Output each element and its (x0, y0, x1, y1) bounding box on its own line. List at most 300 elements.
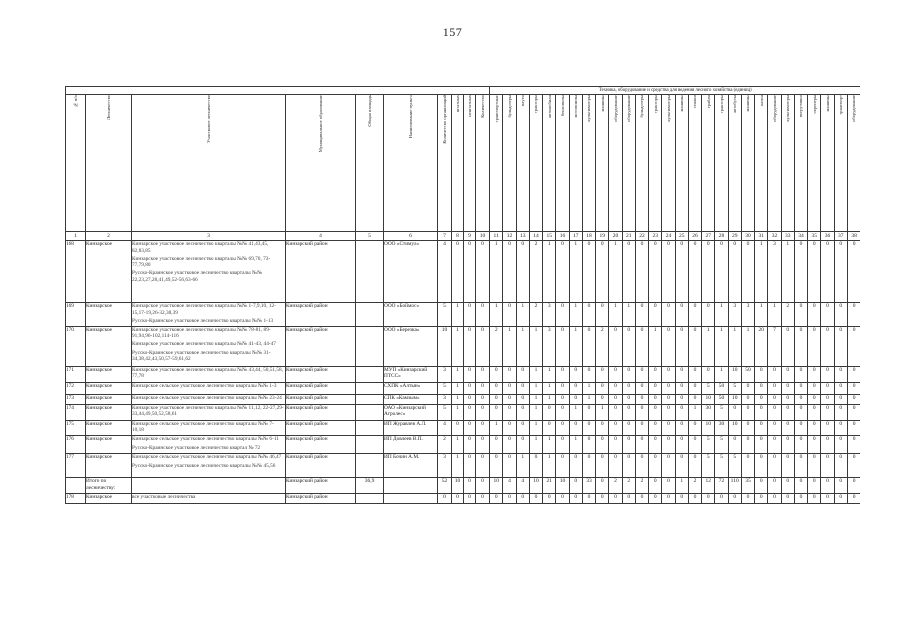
equipment-count: 0 (464, 326, 476, 366)
equipment-count: 0 (728, 241, 741, 303)
equipment-count: 0 (834, 420, 847, 436)
district-description (132, 478, 286, 494)
column-number: 20 (609, 232, 622, 241)
equipment-count: 0 (688, 326, 701, 366)
equipment-count: 0 (688, 394, 701, 404)
district-description (132, 382, 286, 394)
column-header (702, 95, 715, 232)
district-line: Кинзарское участковое лесничество кварталы №№ 41,43,45, 82,83,85 (132, 241, 269, 254)
equipment-count: 0 (794, 382, 807, 394)
equipment-count: 0 (569, 420, 582, 436)
equipment-count: 1 (490, 420, 503, 436)
column-header-text: Лесничество (105, 95, 111, 121)
column-header-text: тракторы (533, 95, 539, 114)
equipment-count: 0 (675, 326, 688, 366)
equipment-count: 0 (635, 436, 648, 454)
equipment-count: 0 (741, 404, 754, 420)
equipment-count: 0 (794, 303, 807, 327)
equipment-count: 0 (847, 241, 860, 303)
column-header-text: грабли (705, 95, 711, 109)
equipment-count: 0 (675, 241, 688, 303)
municipality: Кинзарский район (286, 478, 356, 494)
equipment-count: 0 (834, 494, 847, 504)
equipment-count: 10 (728, 420, 741, 436)
column-header-text: культиваторы (665, 95, 671, 122)
equipment-count: 0 (768, 382, 781, 394)
equipment-count: 0 (847, 436, 860, 454)
equipment-count: 0 (635, 241, 648, 303)
super-header-row (66, 87, 861, 95)
municipality: Кинзарский район (286, 454, 356, 478)
equipment-count: 33 (582, 478, 595, 494)
equipment-count: 0 (781, 366, 794, 382)
equipment-count: 1 (569, 404, 582, 420)
ledger-sheet (65, 86, 860, 568)
equipment-count: 1 (452, 382, 464, 394)
equipment-count: 5 (702, 454, 715, 478)
column-number: 5 (356, 232, 384, 241)
equipment-count: 1 (569, 436, 582, 454)
row-number: 176 (66, 436, 86, 454)
equipment-count: 0 (543, 420, 556, 436)
municipality: Кинзарский район (286, 494, 356, 504)
equipment-count: 0 (715, 494, 728, 504)
equipment-count: 0 (476, 382, 490, 394)
equipment-count: 0 (675, 303, 688, 327)
forestry-name: Кинзарское (86, 494, 132, 504)
equipment-count: 2 (438, 436, 452, 454)
point-name: ООО «Березка» (384, 326, 438, 366)
column-number: 1 (66, 232, 86, 241)
equipment-count: 0 (741, 382, 754, 394)
column-number: 14 (529, 232, 542, 241)
column-number: 24 (662, 232, 675, 241)
equipment-count: 0 (464, 303, 476, 327)
equipment-count: 0 (569, 382, 582, 394)
equipment-count: 0 (821, 404, 834, 420)
equipment-count: 50 (741, 366, 754, 382)
district-description (132, 494, 286, 504)
equipment-count: 1 (582, 382, 595, 394)
equipment-count: 0 (609, 326, 622, 366)
column-header (622, 95, 635, 232)
equipment-count: 0 (556, 494, 569, 504)
equipment-count: 1 (569, 303, 582, 327)
equipment-count: 0 (476, 366, 490, 382)
column-number: 26 (688, 232, 701, 241)
equipment-count: 0 (662, 303, 675, 327)
equipment-count: 0 (596, 478, 609, 494)
table-row (66, 478, 861, 494)
equipment-count: 0 (662, 366, 675, 382)
equipment-count: 5 (715, 404, 728, 420)
table-row (66, 366, 861, 382)
district-description (132, 394, 286, 404)
equipment-count: 1 (569, 326, 582, 366)
equipment-count: 0 (596, 454, 609, 478)
equipment-count: 1 (503, 326, 516, 366)
equipment-count: 0 (582, 303, 595, 327)
area-value (356, 326, 384, 366)
column-header (286, 95, 356, 232)
equipment-count: 0 (516, 404, 529, 420)
equipment-count: 0 (728, 494, 741, 504)
equipment-count: 10 (529, 478, 542, 494)
district-line: Кинзарское сельское участковое лесничество кварталы №№ 6-11 (132, 436, 279, 443)
column-number: 38 (847, 232, 860, 241)
equipment-count: 35 (741, 478, 754, 494)
equipment-count: 0 (476, 241, 490, 303)
column-header (662, 95, 675, 232)
equipment-count: 0 (794, 404, 807, 420)
equipment-count: 0 (649, 494, 662, 504)
equipment-count: 0 (476, 420, 490, 436)
forestry-name: Кинзарское (86, 241, 132, 303)
equipment-count: 0 (476, 326, 490, 366)
equipment-count: 0 (702, 303, 715, 327)
equipment-count: 0 (529, 494, 542, 504)
district-line: Русско-Краинское участковое лесничество квартал № 72 (132, 444, 261, 451)
row-number: 170 (66, 326, 86, 366)
equipment-count: 0 (794, 454, 807, 478)
equipment-count: 1 (490, 303, 503, 327)
equipment-count: 1 (452, 366, 464, 382)
municipality: Кинзарский район (286, 420, 356, 436)
row-number: 171 (66, 366, 86, 382)
column-header (794, 95, 807, 232)
equipment-count: 0 (635, 303, 648, 327)
equipment-count: 0 (635, 420, 648, 436)
equipment-count: 10 (438, 326, 452, 366)
column-header-text: культиваторы (785, 95, 791, 122)
equipment-count: 0 (622, 404, 635, 420)
equipment-count: 0 (596, 394, 609, 404)
equipment-count: 0 (569, 394, 582, 404)
equipment-count: 0 (596, 436, 609, 454)
point-name: СПК «Камзым» (384, 394, 438, 404)
equipment-count: 0 (808, 454, 821, 478)
column-header-text: катки (758, 95, 764, 106)
equipment-count: 0 (569, 478, 582, 494)
equipment-count: 0 (476, 454, 490, 478)
column-header (356, 95, 384, 232)
equipment-count: 0 (464, 454, 476, 478)
equipment-count: 0 (755, 382, 768, 394)
equipment-count: 0 (808, 394, 821, 404)
equipment-count: 3 (438, 454, 452, 478)
equipment-count: 10 (556, 478, 569, 494)
equipment-count: 20 (755, 326, 768, 366)
equipment-count: 5 (438, 303, 452, 327)
equipment-count: 0 (609, 404, 622, 420)
forestry-name: Кинзарское (86, 394, 132, 404)
equipment-count: 0 (622, 454, 635, 478)
column-header-text: Наименование пункта (407, 95, 413, 139)
equipment-count: 0 (476, 436, 490, 454)
area-value (356, 404, 384, 420)
equipment-count: 0 (741, 241, 754, 303)
equipment-count: 0 (741, 436, 754, 454)
column-header (516, 95, 529, 232)
equipment-count: 1 (529, 394, 542, 404)
equipment-count: 0 (609, 394, 622, 404)
equipment-count: 0 (543, 404, 556, 420)
equipment-count: 5 (728, 382, 741, 394)
equipment-count: 5 (702, 382, 715, 394)
area-value (356, 241, 384, 303)
equipment-count: 0 (821, 241, 834, 303)
super-header-blank (66, 87, 490, 95)
equipment-count: 0 (516, 382, 529, 394)
district-line: Русско-Краинское участковое лесничество кварталы №№ 22,23,27,28,41,49,52-56,63-66 (132, 270, 263, 283)
equipment-count: 0 (821, 366, 834, 382)
equipment-count: 1 (452, 326, 464, 366)
equipment-count: 1 (543, 394, 556, 404)
equipment-count: 0 (675, 394, 688, 404)
district-line: Русско-Краинское участковое лесничество кварталы №№ 45,56 (132, 462, 276, 469)
equipment-count: 0 (834, 404, 847, 420)
point-name: ИП Журавлев А.Л. (384, 420, 438, 436)
equipment-count: 0 (622, 241, 635, 303)
equipment-count: 4 (516, 478, 529, 494)
super-header-label: Техника, оборудование и средства для ведения лесного хозяйства (единиц) (490, 87, 860, 95)
municipality: Кинзарский район (286, 394, 356, 404)
district-description (132, 436, 286, 454)
column-header (132, 95, 286, 232)
column-number: 11 (490, 232, 503, 241)
district-line: Кинзарское сельское участковое лесничество кварталы №№ 46,47 (132, 454, 282, 461)
column-header (649, 95, 662, 232)
equipment-count: 0 (556, 382, 569, 394)
equipment-count: 2 (609, 478, 622, 494)
equipment-count: 0 (464, 478, 476, 494)
municipality: Кинзарский район (286, 436, 356, 454)
column-header-text: тракторы (652, 95, 658, 114)
equipment-count: 0 (675, 382, 688, 394)
equipment-count: 0 (503, 436, 516, 454)
point-name: ООО «Стимул» (384, 241, 438, 303)
equipment-count: 0 (476, 394, 490, 404)
equipment-count: 0 (781, 404, 794, 420)
equipment-count: 30 (715, 420, 728, 436)
column-header (821, 95, 834, 232)
column-header-text: плуги (520, 95, 526, 107)
table-row (66, 420, 861, 436)
point-name: ОАО «Кинзарский Агролес» (384, 404, 438, 420)
equipment-count: 0 (781, 326, 794, 366)
equipment-count: 2 (635, 478, 648, 494)
equipment-count: 1 (688, 404, 701, 420)
equipment-count: 5 (702, 436, 715, 454)
column-header (834, 95, 847, 232)
equipment-count: 0 (821, 420, 834, 436)
column-header (529, 95, 542, 232)
column-header (635, 95, 648, 232)
row-number: 169 (66, 303, 86, 327)
equipment-count: 1 (596, 404, 609, 420)
equipment-count: 0 (768, 478, 781, 494)
municipality: Кинзарский район (286, 241, 356, 303)
column-header-text: Количество (479, 95, 485, 118)
equipment-count: 0 (464, 382, 476, 394)
equipment-count: 0 (741, 494, 754, 504)
equipment-count: 0 (582, 420, 595, 436)
equipment-count: 0 (847, 326, 860, 366)
equipment-count: 0 (556, 366, 569, 382)
equipment-count: 0 (556, 404, 569, 420)
column-number: 21 (622, 232, 635, 241)
column-number: 29 (728, 232, 741, 241)
equipment-count: 1 (755, 303, 768, 327)
column-header-text: оборудование (612, 95, 618, 122)
equipment-count: 1 (529, 366, 542, 382)
equipment-count: 0 (464, 241, 476, 303)
column-header (688, 95, 701, 232)
equipment-count: 2 (529, 303, 542, 327)
equipment-count: 0 (649, 404, 662, 420)
equipment-count: 0 (556, 420, 569, 436)
equipment-count: 0 (794, 436, 807, 454)
equipment-count: 0 (768, 366, 781, 382)
equipment-count: 0 (741, 454, 754, 478)
equipment-count: 1 (516, 303, 529, 327)
equipment-count: 1 (715, 303, 728, 327)
equipment-count: 0 (781, 382, 794, 394)
column-header (438, 95, 452, 232)
point-name (384, 494, 438, 504)
equipment-count: 1 (702, 326, 715, 366)
column-header (503, 95, 516, 232)
column-header (582, 95, 595, 232)
equipment-count: 0 (675, 404, 688, 420)
equipment-count: 0 (609, 366, 622, 382)
column-header-text: бензопилы (559, 95, 565, 117)
column-number: 33 (781, 232, 794, 241)
equipment-count: 0 (755, 436, 768, 454)
equipment-count: 0 (649, 420, 662, 436)
column-header (715, 95, 728, 232)
column-number: 23 (649, 232, 662, 241)
equipment-count: 1 (543, 454, 556, 478)
equipment-count: 0 (516, 436, 529, 454)
column-number: 15 (543, 232, 556, 241)
equipment-count: 0 (662, 404, 675, 420)
point-name: ООО «Боймос» (384, 303, 438, 327)
equipment-count: 0 (635, 404, 648, 420)
equipment-count: 0 (662, 436, 675, 454)
equipment-count: 3 (438, 366, 452, 382)
equipment-count: 0 (490, 436, 503, 454)
equipment-count: 1 (529, 420, 542, 436)
equipment-count: 0 (596, 241, 609, 303)
equipment-count: 0 (688, 494, 701, 504)
column-number: 34 (794, 232, 807, 241)
equipment-count: 0 (622, 366, 635, 382)
equipment-count: 0 (675, 436, 688, 454)
district-line: Кинзарское участковое лесничество кварталы №№ 69,70, 73-77,79,80 (132, 255, 271, 269)
point-name: ИП Бочин А.М. (384, 454, 438, 478)
equipment-count: 0 (476, 494, 490, 504)
equipment-count: 1 (755, 241, 768, 303)
equipment-count: 0 (556, 394, 569, 404)
district-line: Русско-Краинское участковое лесничество кварталы №№ 31-34,38,42,43,50,57-59,61,62 (132, 349, 271, 363)
equipment-count: 0 (741, 394, 754, 404)
equipment-count: 0 (464, 436, 476, 454)
equipment-count: 0 (755, 366, 768, 382)
equipment-count: 0 (622, 394, 635, 404)
equipment-count: 0 (808, 241, 821, 303)
equipment-count: 0 (452, 494, 464, 504)
column-header-text: тракторы (718, 95, 724, 114)
column-number: 36 (821, 232, 834, 241)
equipment-count: 0 (755, 494, 768, 504)
column-header (596, 95, 609, 232)
column-header (556, 95, 569, 232)
equipment-count: 0 (582, 436, 595, 454)
equipment-count: 52 (438, 478, 452, 494)
equipment-count: 4 (438, 241, 452, 303)
area-value (356, 454, 384, 478)
forestry-name: Кинзарское (86, 326, 132, 366)
equipment-count: 1 (715, 366, 728, 382)
equipment-count: 0 (847, 478, 860, 494)
equipment-count: 0 (503, 404, 516, 420)
area-value (356, 382, 384, 394)
equipment-count: 0 (794, 494, 807, 504)
equipment-count: 0 (808, 382, 821, 394)
equipment-count: 0 (808, 303, 821, 327)
equipment-count: 5 (715, 436, 728, 454)
table-row (66, 454, 861, 478)
forestry-name: Кинзарское (86, 303, 132, 327)
equipment-count: 0 (675, 494, 688, 504)
equipment-count: 0 (755, 454, 768, 478)
forestry-name: Кинзарское (86, 454, 132, 478)
equipment-count: 0 (808, 420, 821, 436)
equipment-count: 0 (847, 366, 860, 382)
district-description (132, 241, 286, 303)
equipment-count: 2 (596, 326, 609, 366)
equipment-count: 0 (622, 326, 635, 366)
forestry-name: Кинзарское (86, 404, 132, 420)
municipality: Кинзарский район (286, 303, 356, 327)
equipment-count: 0 (834, 366, 847, 382)
equipment-count: 0 (649, 454, 662, 478)
equipment-count: 10 (728, 394, 741, 404)
equipment-count: 0 (821, 394, 834, 404)
district-description (132, 454, 286, 478)
equipment-count: 0 (464, 404, 476, 420)
equipment-count: 0 (768, 404, 781, 420)
equipment-count: 1 (768, 303, 781, 327)
equipment-count: 2 (490, 326, 503, 366)
equipment-count: 0 (847, 382, 860, 394)
equipment-count: 0 (755, 420, 768, 436)
column-header-text: машины (679, 95, 685, 112)
equipment-count: 0 (582, 454, 595, 478)
column-header (543, 95, 556, 232)
column-header-text: бульдозеры (639, 95, 645, 118)
column-header (675, 95, 688, 232)
equipment-count: 0 (490, 454, 503, 478)
equipment-count: 0 (755, 404, 768, 420)
equipment-count: 0 (847, 494, 860, 504)
equipment-count: 0 (556, 454, 569, 478)
equipment-count: 3 (543, 303, 556, 327)
column-header (728, 95, 741, 232)
equipment-count: 0 (821, 478, 834, 494)
column-number: 4 (286, 232, 356, 241)
